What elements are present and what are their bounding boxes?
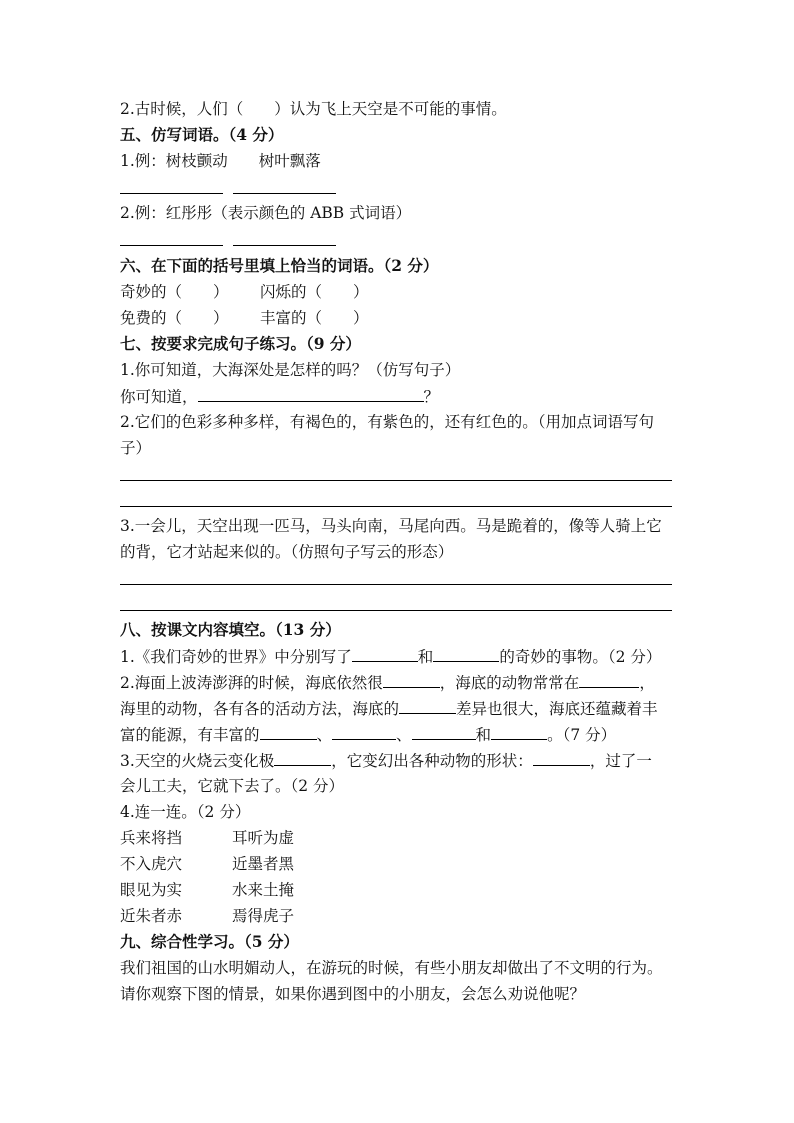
section-7-item-1-answer — [120, 386, 439, 407]
section-5-title: 五、仿写词语。（4 分） — [120, 125, 284, 144]
answer-line[interactable] — [120, 506, 672, 507]
answer-line[interactable] — [233, 193, 336, 194]
text: ，过了一 — [589, 752, 652, 770]
text: ， — [639, 674, 655, 692]
answer-blank[interactable] — [579, 672, 639, 688]
match-right-item[interactable]: 耳听为虚 — [232, 829, 295, 847]
fill-word-item: 免费的（ ） — [120, 309, 229, 327]
section-7-item-1: 1.你可知道，大海深处是怎样的吗？（仿写句子） — [120, 361, 461, 379]
text: 、 — [316, 726, 333, 744]
match-left-item[interactable]: 兵来将挡 — [120, 829, 183, 847]
answer-blank[interactable] — [260, 724, 317, 740]
answer-blank[interactable] — [491, 724, 547, 740]
section-7-item-2-line-1: 2.它们的色彩多种多样，有褐色的，有紫色的，还有红色的。（用加点词语写句 — [120, 413, 655, 431]
answer-blank[interactable] — [332, 724, 396, 740]
section-8-item-3-line-2: 会儿工夫，它就下去了。（2 分） — [120, 777, 345, 795]
text: 的奇妙的事物。（2 分） — [499, 648, 662, 666]
answer-line[interactable] — [120, 610, 672, 611]
answer-blank[interactable] — [198, 386, 424, 402]
fill-word-item: 奇妙的（ ） — [120, 283, 229, 301]
text: 和 — [475, 726, 492, 744]
text: 差异也很大，海底还蕴藏着丰 — [456, 700, 658, 718]
text: 1.《我们奇妙的世界》中分别写了 — [120, 648, 352, 666]
section-8-item-2-line-3 — [120, 724, 616, 745]
answer-line[interactable] — [120, 245, 223, 246]
fill-word-item: 丰富的（ ） — [260, 309, 369, 327]
answer-blank[interactable] — [352, 646, 418, 662]
section-9-title: 九、综合性学习。（5 分） — [120, 932, 299, 951]
answer-line[interactable] — [120, 193, 223, 194]
q4-item-2: 2.古时候，人们（ ）认为飞上天空是不可能的事情。 — [120, 100, 507, 118]
section-8-item-4: 4.连一连。（2 分） — [120, 803, 251, 821]
section-7-title: 七、按要求完成句子练习。（9 分） — [120, 334, 361, 353]
answer-blank[interactable] — [533, 750, 590, 766]
text: 2.海面上波涛澎湃的时候，海底依然很 — [120, 674, 383, 692]
section-8-item-3-line-1 — [120, 750, 652, 771]
section-5-item-2: 2.例：红彤彤（表示颜色的 ABB 式词语） — [120, 204, 412, 222]
text: ，它变幻出各种动物的形状： — [331, 752, 533, 770]
section-7-item-2-line-2: 子） — [120, 439, 152, 457]
text: 。（7 分） — [547, 726, 617, 744]
section-8-title: 八、按课文内容填空。（13 分） — [120, 620, 341, 639]
section-7-item-3-line-1: 3.一会儿，天空出现一匹马，马头向南，马尾向西。马是跪着的，像等人骑上它 — [120, 517, 662, 535]
answer-blank[interactable] — [274, 750, 331, 766]
match-right-item[interactable]: 近墨者黑 — [232, 855, 295, 873]
section-8-item-1 — [120, 646, 661, 667]
section-5-item-1: 1.例：树枝颤动 树叶飘落 — [120, 152, 321, 170]
answer-suffix: ？ — [423, 388, 440, 406]
fill-word-item: 闪烁的（ ） — [260, 283, 369, 301]
match-right-item[interactable]: 焉得虎子 — [232, 907, 295, 925]
section-8-item-2-line-2 — [120, 698, 658, 719]
text: ，海底的动物常常在 — [439, 674, 580, 692]
section-6-title: 六、在下面的括号里填上恰当的词语。（2 分） — [120, 256, 439, 275]
match-right-item[interactable]: 水来土掩 — [232, 881, 295, 899]
answer-line[interactable] — [120, 584, 672, 585]
answer-blank[interactable] — [383, 672, 440, 688]
section-9-line-1: 我们祖国的山水明媚动人，在游玩的时候，有些小朋友却做出了不文明的行为。 — [120, 959, 663, 977]
answer-blank[interactable] — [412, 724, 476, 740]
text: 3.天空的火烧云变化极 — [120, 752, 275, 770]
answer-line[interactable] — [120, 480, 672, 481]
text: 和 — [417, 648, 434, 666]
match-left-item[interactable]: 眼见为实 — [120, 881, 183, 899]
text: 海里的动物，各有各的活动方法，海底的 — [120, 700, 400, 718]
answer-blank[interactable] — [399, 698, 456, 714]
text: 、 — [396, 726, 412, 744]
match-left-item[interactable]: 不入虎穴 — [120, 855, 183, 873]
section-7-item-3-line-2: 的背，它才站起来似的。（仿照句子写云的形态） — [120, 543, 454, 561]
answer-blank[interactable] — [433, 646, 499, 662]
answer-line[interactable] — [233, 245, 336, 246]
answer-prefix: 你可知道， — [120, 388, 198, 406]
section-9-line-2: 请你观察下图的情景，如果你遇到图中的小朋友，会怎么劝说他呢？ — [120, 985, 586, 1003]
match-left-item[interactable]: 近朱者赤 — [120, 907, 183, 925]
text: 富的能源，有丰富的 — [120, 726, 260, 744]
section-8-item-2-line-1 — [120, 672, 655, 693]
